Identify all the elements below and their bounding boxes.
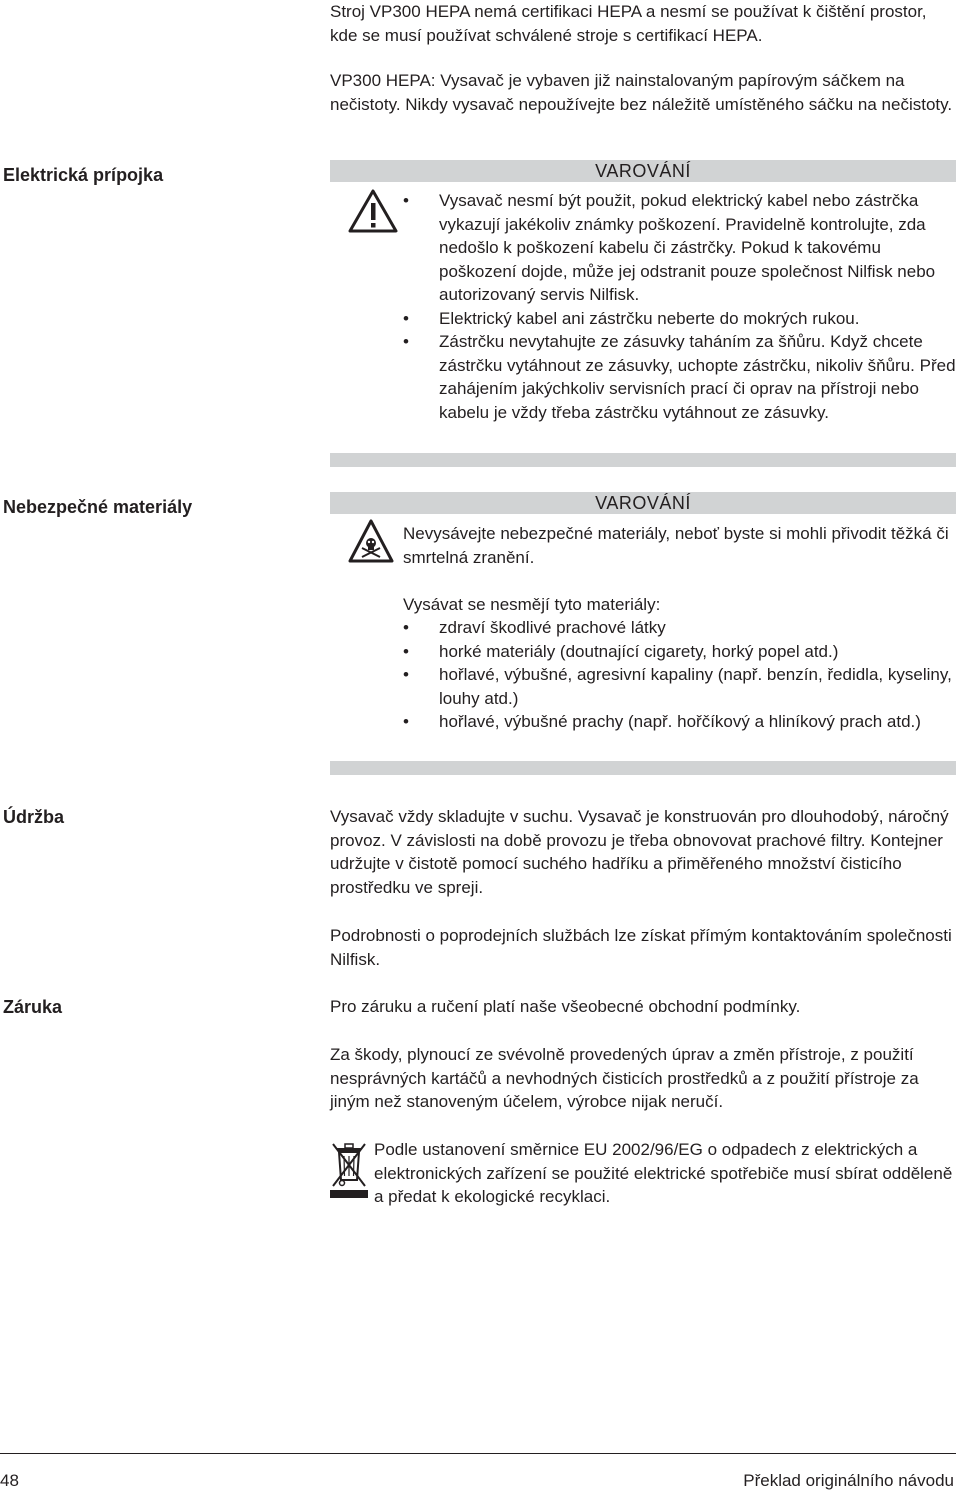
weee-bin-icon <box>330 1138 368 1200</box>
section-divider <box>330 453 956 467</box>
warning-bar-electrical: VAROVÁNÍ <box>330 160 956 182</box>
list-item: • hořlavé, výbušné prachy (např. hořčíkový a hliníkový prach atd.) <box>330 710 956 734</box>
hepa-notice: Stroj VP300 HEPA nemá certifikaci HEPA a nesmí se používat k čištění prostor, kde se musí používat schválené stroje s certifikací HEPA. <box>330 2 927 45</box>
section-divider <box>330 761 956 775</box>
warning-bar-hazardous: VAROVÁNÍ <box>330 492 956 514</box>
list-item: • Vysavač nesmí být použit, pokud elektrický kabel nebo zástrčka vykazují jakékoliv známky poškození. Pravidelně kontrolujte, zda nedošlo k poškození kabelu či zástrčky. Pokud k takovému poškození dojde, může jej odstranit pouze společnost Nilfisk nebo autorizovaný servis Nilfisk. <box>330 189 956 307</box>
warranty-text: Pro záruku a ručení platí naše všeobecné obchodní podmínky. <box>330 997 801 1016</box>
section-heading-warranty: Záruka <box>3 997 63 1017</box>
list-item: • hořlavé, výbušné, agresivní kapaliny (např. benzín, ředidla, kyseliny, louhy atd.) <box>330 663 956 710</box>
page-number: 48 <box>0 1471 19 1490</box>
document-title: Překlad originálního návodu <box>743 1471 954 1490</box>
hazardous-list-intro: Vysávat se nesmějí tyto materiály: <box>403 595 661 614</box>
list-item: • Zástrčku nevytahujte ze zásuvky taháním za šňůru. Když chcete zástrčku vytáhnout ze zásuvky, uchopte zástrčku, nikoliv šňůru. Před zahájením jakýchkoliv servisních prací či oprav na přístroji nebo kabelu je vždy třeba zástrčku vytáhnout ze zásuvky. <box>330 330 956 424</box>
footer-rule <box>0 1453 956 1454</box>
section-heading-electrical: Elektrická prípojka <box>3 165 164 185</box>
hazardous-materials-list <box>330 616 956 734</box>
section-heading-maintenance: Údržba <box>3 807 65 827</box>
list-item: • horké materiály (doutnající cigarety, horký popel atd.) <box>330 640 956 664</box>
electrical-warning-list <box>330 189 956 424</box>
weee-directive-text: Podle ustanovení směrnice EU 2002/96/EG o odpadech z elektrických a elektronických zařízení se použité elektrické spotřebiče musí sbírat odděleně a předat k ekologické recyklaci. <box>374 1140 953 1206</box>
toxic-hazard-icon <box>347 518 395 564</box>
list-item: • Elektrický kabel ani zástrčku neberte do mokrých rukou. <box>330 307 956 331</box>
list-item: • zdraví škodlivé prachové látky <box>330 616 956 640</box>
dust-bag-notice: VP300 HEPA: Vysavač je vybaven již nainstalovaným papírovým sáčkem na nečistoty. Nikdy vysavač nepoužívejte bez náležitě umístěného sáčku na nečistoty. <box>330 71 953 114</box>
section-heading-hazardous: Nebezpečné materiály <box>3 497 193 517</box>
liability-text: Za škody, plynoucí ze svévolně provedených úprav a změn přístroje, z použití nesprávných kartáčů a nevhodných čisticích prostředků a z použití přístroje za jiným než stanoveným účelem, výrobce nijak neručí. <box>330 1045 919 1111</box>
service-contact-text: Podrobnosti o poprodejních službách lze získat přímým kontaktováním společnosti Nilfisk. <box>330 926 952 969</box>
hazardous-warning-text: Nevysávejte nebezpečné materiály, neboť byste si mohli přivodit těžká či smrtelná zranění. <box>403 524 949 567</box>
maintenance-text: Vysavač vždy skladujte v suchu. Vysavač je konstruován pro dlouhodobý, náročný provoz. V závislosti na době provozu je třeba obnovovat prachové filtry. Kontejner udržujte v čistotě pomocí suchého hadříku a přiměřeného množství čisticího prostředku ve spreji. <box>330 807 949 897</box>
